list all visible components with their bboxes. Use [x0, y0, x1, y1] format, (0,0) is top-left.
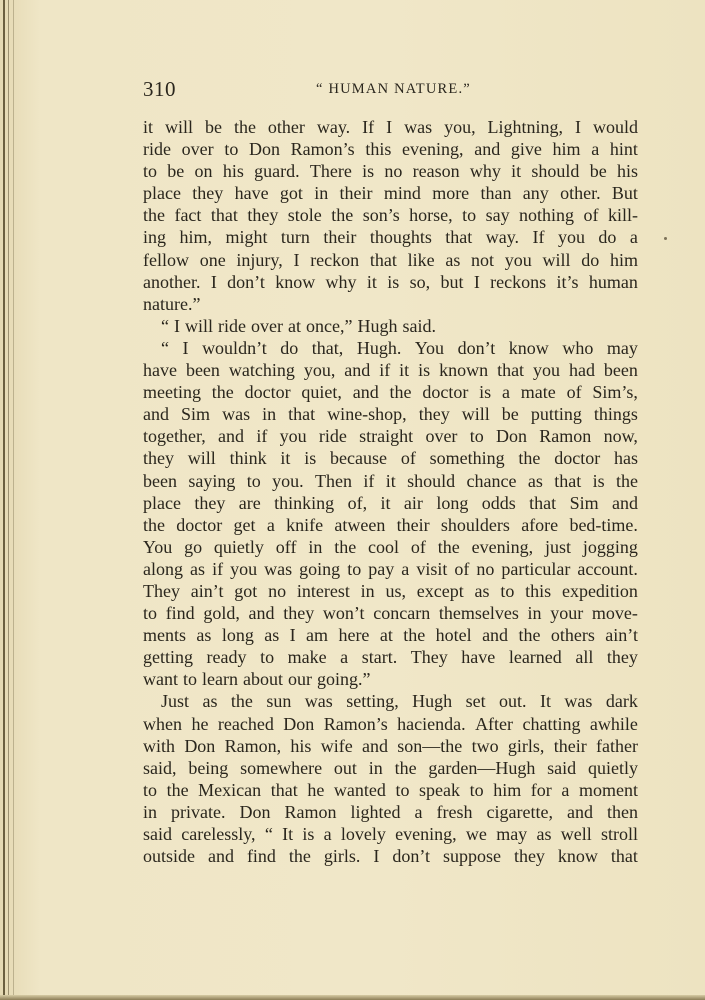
text-line: They ain’t got no interest in us, except as to this expedition	[143, 580, 638, 601]
text-line: ing him, might turn their thoughts that way. If you do a	[143, 227, 638, 248]
page-gutter-line	[8, 0, 9, 1000]
chapter-running-title: “ HUMAN NATURE.”	[316, 81, 471, 97]
text-line: place they have got in their mind more than any other. But	[143, 183, 638, 204]
text-line: to be on his guard. There is no reason why it should be his	[143, 161, 638, 182]
text-line: said carelessly, “ It is a lovely evening, we may as well stroll	[143, 824, 638, 844]
running-head	[143, 75, 638, 103]
text-line: to the Mexican that he wanted to speak to him for a moment	[143, 779, 638, 800]
text-line: ments as long as I am here at the hotel and the others ain’t	[143, 625, 638, 646]
page-bottom-edge	[0, 995, 705, 1000]
text-line: in private. Don Ramon lighted a fresh cigarette, and then	[143, 801, 638, 822]
text-line: meeting the doctor quiet, and the doctor is a mate of Sim’s,	[143, 382, 638, 403]
text-line: the fact that they stole the son’s horse, to say nothing of kill-	[143, 205, 638, 226]
text-line: place they are thinking of, it air long odds that Sim and	[143, 492, 638, 513]
page-gutter-line	[3, 0, 5, 1000]
text-line: to find gold, and they won’t concarn themselves in your move-	[143, 603, 638, 624]
text-line: it will be the other way. If I was you, Lightning, I would	[143, 117, 638, 137]
text-line: another. I don’t know why it is so, but I reckons it’s human	[143, 271, 638, 292]
text-line: “ I will ride over at once,” Hugh said.	[161, 315, 436, 336]
text-line: Just as the sun was setting, Hugh set out. It was dark	[161, 691, 638, 712]
text-line: fellow one injury, I reckon that like as not you will do him	[143, 249, 638, 270]
text-line: together, and if you ride straight over to Don Ramon now,	[143, 426, 638, 447]
text-line: ride over to Don Ramon’s this evening, and give him a hint	[143, 139, 638, 160]
text-line: You go quietly off in the cool of the evening, just jogging	[143, 536, 638, 557]
text-line: have been watching you, and if it is known that you had been	[143, 360, 638, 381]
text-line: nature.”	[143, 293, 201, 314]
paper-speck	[664, 237, 667, 240]
body-text	[143, 116, 638, 867]
text-line: and Sim was in that wine-shop, they will be putting things	[143, 404, 638, 425]
page-gutter-line	[13, 0, 14, 1000]
text-line: the doctor get a knife atween their shoulders afore bed-time.	[143, 514, 638, 535]
text-line: want to learn about our going.”	[143, 669, 371, 690]
text-line: outside and find the girls. I don’t suppose they know that	[143, 846, 638, 867]
text-line: they will think it is because of something the doctor has	[143, 448, 638, 469]
text-line: with Don Ramon, his wife and son—the two girls, their father	[143, 735, 638, 756]
page-number: 310	[143, 77, 176, 101]
text-line: along as if you was going to pay a visit of no particular account.	[143, 558, 638, 579]
text-line: “ I wouldn’t do that, Hugh. You don’t know who may	[161, 337, 638, 358]
text-line: getting ready to make a start. They have learned all they	[143, 647, 638, 668]
text-line: been saying to you. Then if it should chance as that is the	[143, 470, 638, 491]
text-line: said, being somewhere out in the garden—Hugh said quietly	[143, 757, 638, 778]
text-line: when he reached Don Ramon’s hacienda. After chatting awhile	[143, 713, 638, 734]
